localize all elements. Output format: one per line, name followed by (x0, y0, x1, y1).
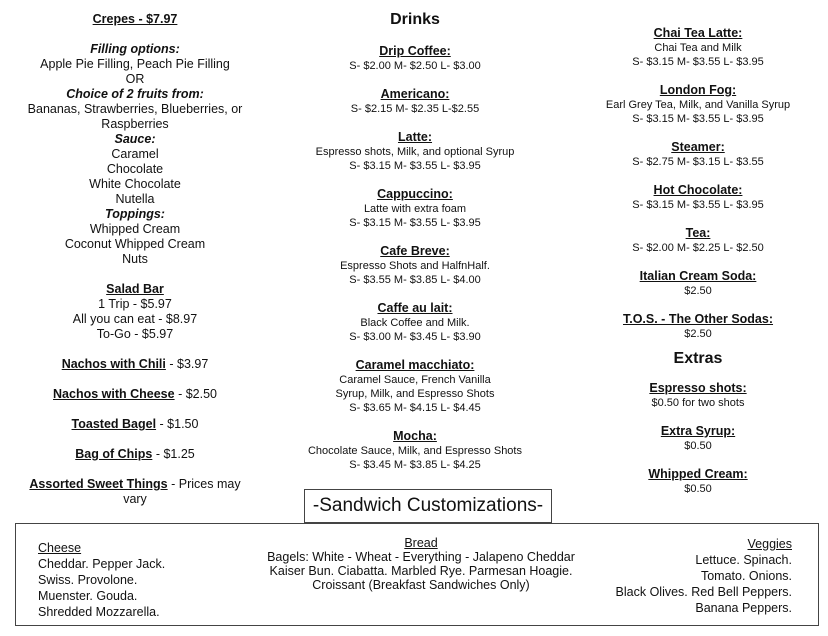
drink-name: T.O.S. - The Other Sodas: (622, 312, 774, 326)
drink-name: Cafe Breve: (380, 244, 450, 258)
cheese-line: Cheddar. Pepper Jack. (38, 557, 166, 571)
sweets-price-cont: vary (123, 492, 147, 506)
drink-prices: S- $3.15 M- $3.55 L- $3.95 (632, 199, 764, 211)
item-price: - Prices may (167, 477, 241, 491)
extras-title: Extras (673, 350, 723, 367)
drink-name: London Fog: (659, 83, 737, 97)
cheese-line: Swiss. Provolone. (38, 573, 138, 587)
bread-section (236, 536, 606, 592)
item-price: - $1.25 (152, 447, 195, 461)
bread-line: Kaiser Bun. Ciabatta. Marbled Rye. Parmesan Hoagie. (269, 564, 573, 578)
sauce-heading: Sauce: (114, 132, 156, 146)
drink-prices: S- $3.00 M- $3.45 L- $3.90 (349, 331, 481, 343)
drink-name: Caramel macchiato: (355, 358, 475, 372)
item-name: Toasted Bagel (71, 417, 157, 431)
item-name: Assorted Sweet Things (29, 477, 168, 491)
cheese-line: Shredded Mozzarella. (38, 605, 160, 619)
veggies-heading: Veggies (747, 537, 792, 551)
drink-prices: S- $2.00 M- $2.50 L- $3.00 (349, 60, 481, 72)
drinks-title: Drinks (390, 11, 440, 28)
drink-desc: Chai Tea and Milk (654, 42, 742, 54)
bagel-item (10, 417, 260, 432)
extra-desc: $0.50 (684, 440, 712, 452)
drink-desc: Espresso shots, Milk, and optional Syrup (315, 146, 515, 158)
salad-item: To-Go - $5.97 (96, 327, 174, 341)
fruit-line: Raspberries (101, 117, 169, 131)
sauce-item: White Chocolate (89, 177, 181, 191)
drink-prices: S- $3.15 M- $3.55 L- $3.95 (349, 217, 481, 229)
drink-name: Drip Coffee: (379, 44, 451, 58)
drink-prices: $2.50 (684, 328, 712, 340)
sandwich-customizations-box (15, 523, 819, 626)
drink-prices: S- $3.55 M- $3.85 L- $4.00 (349, 274, 481, 286)
drink-name: Latte: (397, 130, 433, 144)
filling-or: OR (125, 72, 145, 86)
item-price: - $1.50 (156, 417, 199, 431)
nachos-cheese-item (10, 387, 260, 402)
drink-desc: Espresso Shots and HalfnHalf. (340, 260, 490, 272)
item-name: Nachos with Cheese (53, 387, 175, 401)
topping-item: Whipped Cream (89, 222, 181, 236)
drink-desc: Chocolate Sauce, Milk, and Espresso Shots (307, 445, 522, 457)
drink-desc: Latte with extra foam (363, 203, 467, 215)
sauce-item: Chocolate (106, 162, 164, 176)
drink-name: Tea: (685, 226, 711, 240)
topping-item: Nuts (122, 252, 148, 266)
chips-item (10, 447, 260, 462)
extra-name: Espresso shots: (649, 381, 747, 395)
drink-prices: S- $3.15 M- $3.55 L- $3.95 (349, 160, 481, 172)
veggies-line: Banana Peppers. (695, 601, 792, 615)
veggies-section (616, 536, 792, 616)
cheese-heading: Cheese (38, 541, 82, 555)
extra-desc: $0.50 (684, 483, 712, 495)
drink-prices: S- $2.75 M- $3.15 L- $3.55 (632, 156, 764, 168)
extra-desc: $0.50 for two shots (651, 397, 745, 409)
item-price: - $3.97 (165, 357, 209, 371)
drink-prices: S- $2.15 M- $2.35 L-$2.55 (350, 103, 480, 115)
nachos-chili-item (10, 357, 260, 372)
drink-name: Hot Chocolate: (653, 183, 743, 197)
drink-name: Americano: (380, 87, 450, 101)
filling-line: Apple Pie Filling, Peach Pie Filling (40, 57, 230, 71)
drink-name: Cappuccino: (377, 187, 453, 201)
crepes-title: Crepes - $7.97 (92, 12, 178, 26)
item-name: Nachos with Chili (61, 357, 166, 371)
drinks-column (285, 10, 545, 472)
bread-heading: Bread (404, 536, 438, 550)
drink-name: Caffe au lait: (377, 301, 453, 315)
filling-heading: Filling options: (90, 42, 180, 56)
drink-prices: S- $3.15 M- $3.55 L- $3.95 (632, 113, 764, 125)
sauce-item: Caramel (111, 147, 159, 161)
item-name: Bag of Chips (75, 447, 153, 461)
salad-bar-title: Salad Bar (106, 282, 164, 296)
drink-prices: S- $2.00 M- $2.25 L- $2.50 (632, 242, 764, 254)
toppings-heading: Toppings: (105, 207, 165, 221)
left-column (10, 12, 260, 507)
cheese-line: Muenster. Gouda. (38, 589, 138, 603)
drink-prices: $2.50 (684, 285, 712, 297)
drink-prices: S- $3.45 M- $3.85 L- $4.25 (349, 459, 481, 471)
veggies-line: Black Olives. Red Bell Peppers. (615, 585, 792, 599)
drink-name: Mocha: (393, 429, 437, 443)
drink-desc: Earl Grey Tea, Milk, and Vanilla Syrup (605, 99, 791, 111)
salad-item: 1 Trip - $5.97 (98, 297, 172, 311)
fruit-heading: Choice of 2 fruits from: (66, 87, 204, 101)
sauce-item: Nutella (115, 192, 155, 206)
extra-name: Extra Syrup: (660, 424, 736, 438)
bread-line: Bagels: White - Wheat - Everything - Jalapeno Cheddar (267, 550, 575, 564)
sandwich-customizations-title: -Sandwich Customizations- (304, 489, 552, 523)
drink-desc: Black Coffee and Milk. (360, 317, 470, 329)
item-price: - $2.50 (174, 387, 217, 401)
drink-name: Steamer: (671, 140, 725, 154)
drink-name: Italian Cream Soda: (639, 269, 757, 283)
drink-desc: Caramel Sauce, French Vanilla (339, 374, 491, 386)
drink-prices: S- $3.15 M- $3.55 L- $3.95 (632, 56, 764, 68)
veggies-line: Lettuce. Spinach. (695, 553, 792, 567)
sweets-item (10, 477, 260, 492)
extra-name: Whipped Cream: (648, 467, 748, 481)
drink-desc: Syrup, Milk, and Espresso Shots (335, 388, 495, 400)
drink-name: Chai Tea Latte: (653, 26, 743, 40)
cheese-section (38, 540, 165, 620)
veggies-line: Tomato. Onions. (700, 569, 792, 583)
topping-item: Coconut Whipped Cream (64, 237, 206, 251)
drink-prices: S- $3.65 M- $4.15 L- $4.45 (349, 402, 481, 414)
salad-item: All you can eat - $8.97 (72, 312, 198, 326)
right-column (578, 26, 818, 496)
bread-line: Croissant (Breakfast Sandwiches Only) (312, 578, 530, 592)
fruit-line: Bananas, Strawberries, Blueberries, or (27, 102, 243, 116)
